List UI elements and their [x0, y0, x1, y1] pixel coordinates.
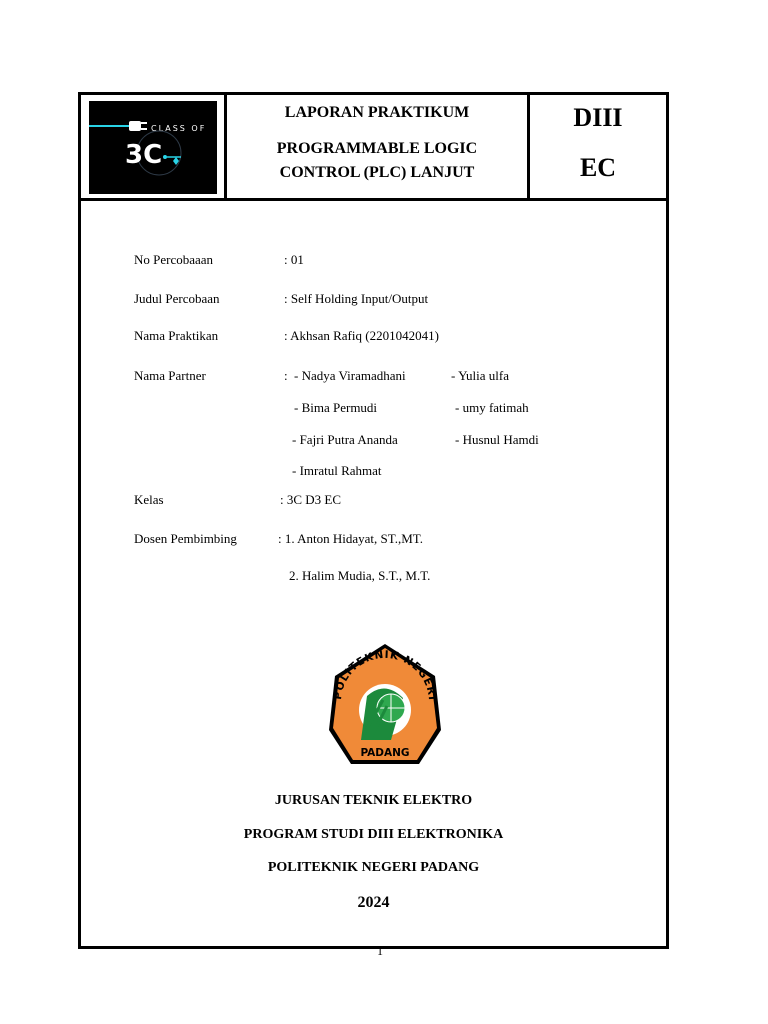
header-title-cell [227, 95, 530, 198]
header-code-cell [530, 95, 666, 198]
report-title: LAPORAN PRAKTIKUM [284, 104, 470, 121]
dosen-value-1: : 1. Anton Hidayat, ST.,MT. [278, 531, 424, 546]
cover-frame [78, 92, 669, 949]
program-code-sub: EC [579, 153, 617, 182]
institution-logo [321, 640, 449, 770]
class-logo [89, 101, 217, 194]
logo-arc-text: POLITEKNIK NEGERI [331, 648, 439, 702]
program-code: DIII [573, 103, 623, 132]
course-title-line2: CONTROL (PLC) LANJUT [279, 164, 475, 181]
header-logo-cell [81, 95, 227, 198]
partner-right-3: - Husnul Hamdi [455, 432, 539, 447]
department-name: JURUSAN TEKNIK ELEKTRO [274, 793, 473, 808]
dosen-value-2: 2. Halim Mudia, S.T., M.T. [289, 568, 431, 583]
no-percobaan-value: : 01 [284, 252, 304, 267]
class-logo-text-top: CLASS OF [151, 124, 207, 133]
page-number: 1 [377, 944, 383, 958]
institution-logo-graphic [321, 640, 449, 770]
nama-partner-label: Nama Partner [134, 368, 206, 383]
header-table [81, 95, 666, 201]
logo-bottom-text: PADANG [360, 747, 410, 759]
kelas-value: : 3C D3 EC [280, 492, 342, 507]
judul-label: Judul Percobaan [134, 291, 220, 306]
no-percobaan-label: No Percobaaan [134, 252, 214, 267]
partner-left-3: - Fajri Putra Ananda [292, 432, 398, 447]
institution-name: POLITEKNIK NEGERI PADANG [267, 860, 480, 875]
course-title-line1: PROGRAMMABLE LOGIC [276, 140, 478, 157]
nama-partner-colon: : [284, 368, 288, 383]
study-program-name: PROGRAM STUDI DIII ELEKTRONIKA [243, 827, 504, 842]
partner-right-1: - Yulia ulfa [451, 368, 509, 383]
partner-right-2: - umy fatimah [455, 400, 529, 415]
kelas-label: Kelas [134, 492, 164, 507]
partner-left-2: - Bima Permudi [294, 400, 378, 415]
class-logo-text-main: 3C [125, 140, 163, 170]
year: 2024 [357, 894, 390, 911]
judul-value: : Self Holding Input/Output [284, 291, 429, 306]
class-logo-graphic [89, 101, 217, 194]
nama-praktikan-value: : Akhsan Rafiq (2201042041) [284, 328, 439, 343]
nama-praktikan-label: Nama Praktikan [134, 328, 219, 343]
partner-left-1: - Nadya Viramadhani [294, 368, 406, 383]
dosen-label: Dosen Pembimbing [134, 531, 237, 546]
partner-left-4: - Imratul Rahmat [292, 463, 382, 478]
